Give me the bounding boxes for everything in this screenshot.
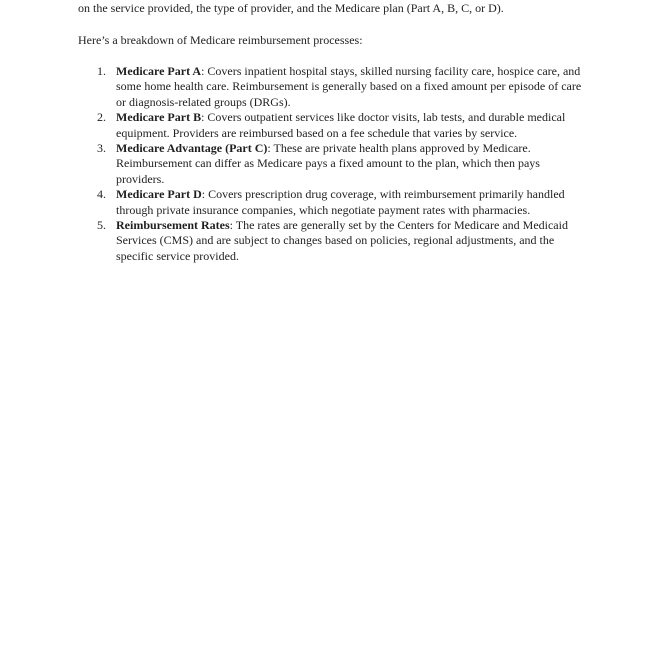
list-item-term: Medicare Part D bbox=[116, 187, 202, 202]
intro-paragraph-tail: on the service provided, the type of provider, and the Medicare plan (Part A, B, C, or D). bbox=[78, 1, 504, 15]
list-item-text: : The rates are generally set by the Centers for Medicare and Medicaid Services (CMS) and are subject to changes based on policies, regional adjustments, and the specific service provided. bbox=[116, 218, 568, 263]
list-item-text: : These are private health plans approved by Medicare. Reimbursement can differ as Medicare pays a fixed amount to the plan, which then pays providers. bbox=[116, 141, 540, 186]
list-item-number: 3. bbox=[97, 141, 106, 156]
list-item-term: Reimbursement Rates bbox=[116, 218, 230, 233]
list-item-term: Medicare Part B bbox=[116, 110, 202, 125]
list-item-term: Medicare Part A bbox=[116, 64, 202, 78]
list-item-number: 2. bbox=[97, 110, 106, 125]
list-item bbox=[97, 110, 582, 141]
list-item-text: : Covers prescription drug coverage, with reimbursement primarily handled through private insurance companies, which negotiate payment rates with pharmacies. bbox=[116, 187, 565, 217]
list-item-text: : Covers outpatient services like doctor visits, lab tests, and durable medical equipment. Providers are reimbursed based on a fee schedule that varies by service. bbox=[116, 110, 566, 140]
list-item-text: : Covers inpatient hospital stays, skilled nursing facility care, hospice care, and some home health care. Reimbursement is generally based on a fixed amount per episode of care or diagnosis-related groups (DRGs). bbox=[116, 64, 582, 109]
reimbursement-list bbox=[97, 64, 582, 264]
list-item bbox=[97, 141, 582, 187]
list-item-number: 1. bbox=[97, 64, 106, 78]
list-item-number: 4. bbox=[97, 187, 106, 202]
list-item bbox=[97, 187, 582, 218]
list-item bbox=[97, 64, 582, 110]
list-item-term: Medicare Advantage (Part C) bbox=[116, 141, 268, 156]
lead-sentence: Here’s a breakdown of Medicare reimbursement processes: bbox=[78, 33, 363, 47]
list-item-number: 5. bbox=[97, 218, 106, 233]
list-item bbox=[97, 218, 582, 264]
